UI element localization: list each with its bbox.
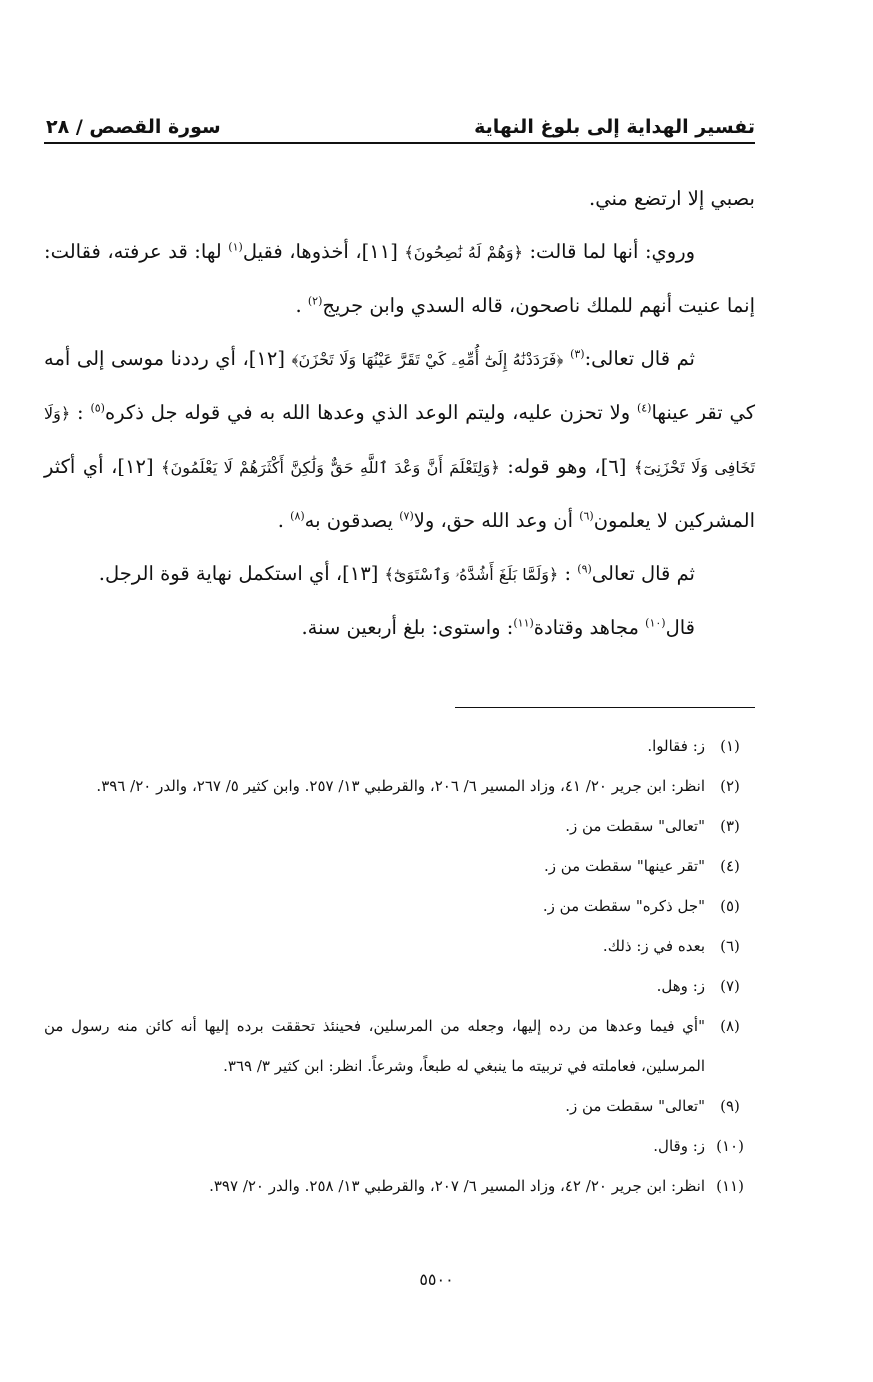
footnote-ref[interactable]: (٤) xyxy=(636,401,652,415)
main-text xyxy=(44,172,755,654)
footnote-item xyxy=(44,1126,755,1166)
footnote-text: ز: وقال. xyxy=(653,1137,705,1155)
text-run: [١٢]، أي أكثر المشركين لا يعلمون xyxy=(44,455,755,532)
footnote-ref[interactable]: (١١) xyxy=(513,616,534,630)
quran-verse: ﴿وَلَا تَخَافِى وَلَا تَحْزَنِىٓ﴾ xyxy=(44,404,756,477)
footnote-ref[interactable]: (٧) xyxy=(399,509,414,523)
footnote-ref[interactable]: (٨) xyxy=(290,509,305,523)
surah-reference: سورة القصص / ٢٨ xyxy=(46,116,221,138)
text-run: [١٣]، أي استكمل نهاية قوة الرجل. xyxy=(98,562,385,585)
text-run: . xyxy=(295,294,308,317)
running-header xyxy=(46,98,755,138)
text-run: لها: قد عرفته، فقالت: إنما عنيت أنهم للملك ناصحون، قاله السدي وابن جريج xyxy=(44,240,755,317)
footnote-text: انظر: ابن جرير ٢٠/ ٤١، وزاد المسير ٦/ ٢٠٦، والقرطبي ١٣/ ٢٥٧. وابن كثير ٥/ ٢٦٧، والدر ٢٠/ ٣٩٦. xyxy=(96,777,705,795)
text-run: ولا تحزن عليه، وليتم الوعد الذي وعدها الله به في قوله جل ذكره xyxy=(104,401,637,424)
text-run: : xyxy=(70,401,91,424)
footnote-item xyxy=(44,1166,755,1206)
text-run: [٦]، وهو قوله: xyxy=(499,455,634,478)
text-run: : xyxy=(558,562,578,585)
footnote-text: "تعالى" سقطت من ز. xyxy=(565,817,705,835)
quran-verse: ﴿وَهُمْ لَهُ نَٰصِحُونَ﴾ xyxy=(404,243,523,262)
quran-verse: ﴿فَرَدَدْنَٰهُ إِلَىٰٓ أُمِّهِۦ كَيْ تَقَرَّ عَيْنُهَا وَلَا تَحْزَنَ﴾ xyxy=(291,350,564,369)
footnote-number: (٦) xyxy=(720,937,740,955)
text-run: : واستوى: بلغ أربعين سنة. xyxy=(301,616,514,639)
footnote-separator xyxy=(455,707,755,708)
paragraph-1: بصبي إلا ارتضع مني. xyxy=(589,187,755,210)
footnote-number: (٨) xyxy=(720,1017,740,1035)
footnote-number: (١٠) xyxy=(716,1137,744,1155)
footnote-item xyxy=(44,886,755,926)
footnote-ref[interactable]: (٩) xyxy=(577,562,592,576)
footnote-number: (١) xyxy=(720,737,740,755)
footnote-text: ز: وهل. xyxy=(656,977,705,995)
text-run: مجاهد وقتادة xyxy=(533,616,646,639)
text-run: . xyxy=(277,509,291,532)
footnote-number: (١١) xyxy=(716,1177,744,1195)
text-run: ثم قال تعالى xyxy=(591,562,695,585)
paragraph-4 xyxy=(44,547,755,601)
page-number: ٥٥٠٠ xyxy=(419,1270,454,1289)
footnote-ref[interactable]: (٢) xyxy=(307,294,323,308)
footnote-number: (٥) xyxy=(720,897,740,915)
footnote-text: ز: فقالوا. xyxy=(647,737,705,755)
footnote-number: (٧) xyxy=(720,977,740,995)
footnote-ref[interactable]: (٥) xyxy=(90,401,105,415)
footnote-text: "تعالى" سقطت من ز. xyxy=(565,1097,705,1115)
footnote-ref[interactable]: (١٠) xyxy=(645,616,666,630)
text-run: يصدقون به xyxy=(304,509,400,532)
footnote-number: (٤) xyxy=(720,857,740,875)
footnote-text: انظر: ابن جرير ٢٠/ ٤٢، وزاد المسير ٦/ ٢٠٧، والقرطبي ١٣/ ٢٥٨. والدر ٢٠/ ٣٩٧. xyxy=(209,1177,705,1195)
footnote-item xyxy=(44,926,755,966)
footnote-text: "تقر عينها" سقطت من ز. xyxy=(543,857,705,875)
quran-verse: ﴿وَلَمَّا بَلَغَ أَشُدَّهُۥ وَٱسْتَوَىٰٓ﴾ xyxy=(384,565,559,584)
text-run: [١٢]، أي رددنا موسى إلى أمه كي تقر عينها xyxy=(44,347,755,424)
footnote-item xyxy=(44,806,755,846)
footnote-ref[interactable]: (٣) xyxy=(570,347,585,361)
text-run: وروي: أنها لما قالت: xyxy=(522,240,696,263)
book-title: تفسير الهداية إلى بلوغ النهاية xyxy=(474,116,755,138)
footnote-number: (٢) xyxy=(720,777,740,795)
paragraph-5 xyxy=(44,601,755,654)
footnote-text: بعده في ز: ذلك. xyxy=(602,937,705,955)
footnote-ref[interactable]: (١) xyxy=(228,240,243,254)
footnote-item xyxy=(44,766,755,806)
paragraph-2 xyxy=(44,225,755,332)
footnote-item xyxy=(44,1006,755,1086)
footnote-text: "أي فيما وعدها من رده إليها، وجعله من المرسلين، فحينئذ تحققت برده إليها أنه كائن منه رسول من المرسلين، فعاملته في تربيته ما ينبغي له طبعاً، وشرعاً. انظر: ابن كثير ٣/ ٣٦٩. xyxy=(44,1017,705,1075)
text-run: أن وعد الله حق، ولا xyxy=(413,509,580,532)
text-run: ثم قال تعالى: xyxy=(584,347,695,370)
footnote-item xyxy=(44,966,755,1006)
footnote-item xyxy=(44,726,755,766)
paragraph-3 xyxy=(44,332,755,547)
footnote-number: (٩) xyxy=(720,1097,740,1115)
footnote-ref[interactable]: (٦) xyxy=(579,509,594,523)
footnote-text: "جل ذكره" سقطت من ز. xyxy=(542,897,705,915)
footnote-item xyxy=(44,1086,755,1126)
quran-verse: ﴿وَلِتَعْلَمَ أَنَّ وَعْدَ ٱللَّهِ حَقٌّ وَلَٰكِنَّ أَكْثَرَهُمْ لَا يَعْلَمُونَ﴾ xyxy=(161,458,500,477)
footnote-item xyxy=(44,846,755,886)
text-run: قال xyxy=(665,616,695,639)
footnotes xyxy=(44,726,755,1206)
footnote-number: (٣) xyxy=(720,817,740,835)
text-run: [١١]، أخذوها، فقيل xyxy=(242,240,405,263)
header-rule xyxy=(44,142,755,144)
